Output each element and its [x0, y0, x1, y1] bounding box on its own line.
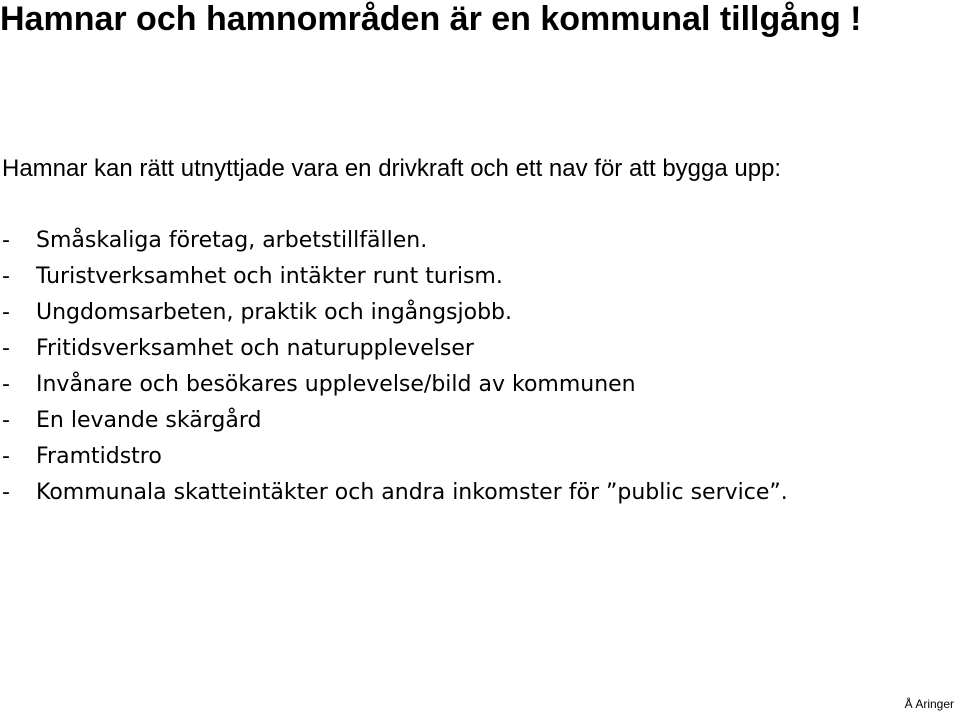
bullet-dash: -	[2, 300, 10, 325]
bullet-item	[2, 439, 788, 475]
bullet-text: Kommunala skatteintäkter och andra inkomster för ”public service”.	[36, 480, 788, 505]
bullet-dash: -	[2, 372, 10, 397]
slide-title: Hamnar och hamnområden är en kommunal tillgång !	[0, 0, 862, 38]
bullet-text: Invånare och besökares upplevelse/bild av kommunen	[36, 372, 636, 397]
bullet-text: Turistverksamhet och intäkter runt turism.	[36, 264, 503, 289]
bullet-dash: -	[2, 336, 10, 361]
bullet-text: Småskaliga företag, arbetstillfällen.	[36, 228, 428, 253]
bullet-dash: -	[2, 408, 10, 433]
bullet-item	[2, 295, 788, 331]
bullet-item	[2, 259, 788, 295]
bullet-text: Fritidsverksamhet och naturupplevelser	[36, 336, 474, 361]
bullet-dash: -	[2, 228, 10, 253]
bullet-dash: -	[2, 444, 10, 469]
bullet-item	[2, 223, 788, 259]
bullet-item	[2, 475, 788, 511]
bullet-dash: -	[2, 480, 10, 505]
bullet-item	[2, 331, 788, 367]
intro-text: Hamnar kan rätt utnyttjade vara en drivkraft och ett nav för att bygga upp:	[2, 155, 782, 182]
bullet-text: En levande skärgård	[36, 408, 262, 433]
bullet-list	[2, 223, 788, 511]
author-footer: Å Aringer	[904, 697, 954, 711]
bullet-item	[2, 403, 788, 439]
bullet-text: Framtidstro	[36, 444, 162, 469]
bullet-text: Ungdomsarbeten, praktik och ingångsjobb.	[36, 300, 513, 325]
bullet-item	[2, 367, 788, 403]
bullet-dash: -	[2, 264, 10, 289]
